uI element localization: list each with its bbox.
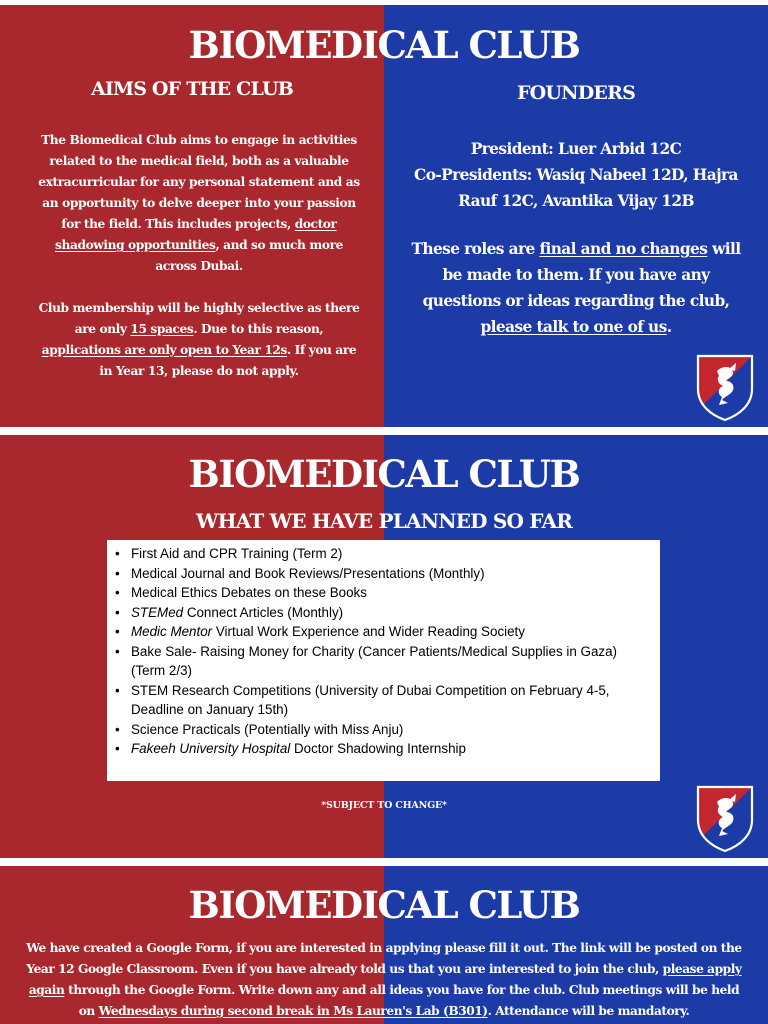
application-info-text: We have created a Google Form, if you are interested in applying please fill it out. The link will be posted on the Year 12 Google Classroom. Even if you have already told us that you are interested to join the club, please apply again through the Google Form. Write down any and all ideas you have for the club. Club meetings will be held on Wednesdays during second break in Ms Lauren's Lab (B301). Attendance will be mandatory. bbox=[26, 941, 742, 1018]
talk-to-us-underline: please talk to one of us bbox=[480, 318, 667, 336]
plan-item: • STEM Research Competitions (University of Dubai Competition on February 4-5, Deadline on January 15th) bbox=[113, 681, 652, 720]
club-title: BIOMEDICAL CLUB bbox=[188, 883, 580, 927]
plan-item: • STEMed Connect Articles (Monthly) bbox=[113, 603, 652, 623]
plan-item: • Medic Mentor Virtual Work Experience and Wider Reading Society bbox=[113, 622, 652, 642]
plans-list bbox=[113, 544, 652, 759]
apply-again-underline: please apply again bbox=[28, 962, 742, 997]
application-panel bbox=[0, 866, 768, 1024]
meeting-time-underline: Wednesdays during second break in Ms Lauren's Lab (B301) bbox=[98, 1004, 488, 1018]
founders-list bbox=[410, 136, 742, 214]
plan-item: • First Aid and CPR Training (Term 2) bbox=[113, 544, 652, 564]
founders-text bbox=[410, 136, 742, 340]
spaces-underline: 15 spaces bbox=[130, 322, 194, 336]
subject-to-change-note: *SUBJECT TO CHANGE* bbox=[321, 800, 447, 811]
plan-item: • Science Practicals (Potentially with Miss Anju) bbox=[113, 720, 652, 740]
aims-founders-panel bbox=[0, 5, 768, 427]
plan-item: • Bake Sale- Raising Money for Charity (Cancer Patients/Medical Supplies in Gaza) (Term 2/3) bbox=[113, 642, 652, 681]
roles-note: These roles are final and no changes will be made to them. If you have any questions or ideas regarding the club, please talk to one of us. bbox=[411, 240, 741, 336]
plan-item: • Fakeeh University Hospital Doctor Shadowing Internship bbox=[113, 739, 652, 759]
aims-heading: AIMS OF THE CLUB bbox=[90, 78, 294, 100]
year12-only-underline: applications are only open to Year 12s bbox=[41, 343, 287, 357]
aims-paragraph-1: The Biomedical Club aims to engage in activities related to the medical field, both as a valuable extracurricular for any personal statement and as an opportunity to delve deeper into your passion for the field. This includes projects, doctor shadowing opportunities, and so much more across Dubai. bbox=[38, 133, 360, 273]
final-roles-underline: final and no changes bbox=[539, 240, 708, 258]
aims-text bbox=[34, 130, 364, 382]
president-line: President: Luer Arbid 12C bbox=[470, 140, 682, 158]
co-presidents-line: Co-Presidents: Wasiq Nabeel 12D, Hajra Rauf 12C, Avantika Vijay 12B bbox=[414, 166, 738, 210]
club-title: BIOMEDICAL CLUB bbox=[188, 452, 580, 496]
plans-list-box bbox=[107, 540, 660, 781]
shield-dragon-icon bbox=[695, 784, 755, 854]
plans-panel bbox=[0, 435, 768, 858]
doctor-shadowing-link: doctor shadowing opportunities bbox=[55, 217, 337, 252]
plan-item: • Medical Ethics Debates on these Books bbox=[113, 583, 652, 603]
plans-heading: WHAT WE HAVE PLANNED SO FAR bbox=[195, 509, 573, 533]
founders-heading: FOUNDERS bbox=[516, 82, 636, 104]
plan-item: • Medical Journal and Book Reviews/Presentations (Monthly) bbox=[113, 564, 652, 584]
club-title: BIOMEDICAL CLUB bbox=[188, 23, 580, 67]
shield-dragon-icon bbox=[695, 353, 755, 423]
aims-paragraph-2: Club membership will be highly selective as there are only 15 spaces. Due to this reason, applications are only open to Year 12s. If you are in Year 13, please do not apply. bbox=[38, 301, 360, 378]
